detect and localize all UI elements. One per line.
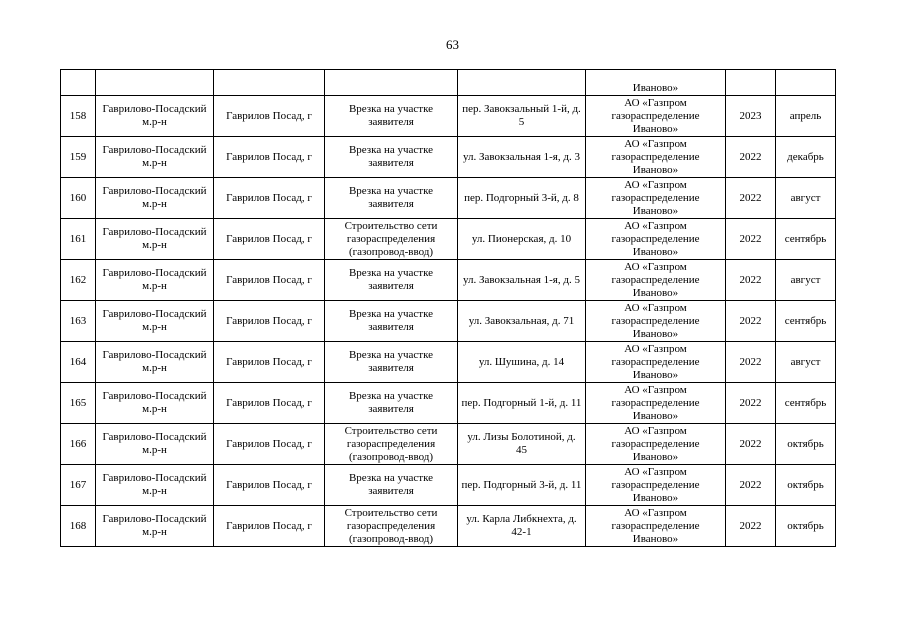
cell-num: 162 bbox=[61, 260, 96, 301]
cell-address: ул. Завокзальная 1-я, д. 3 bbox=[458, 137, 586, 178]
cell-num: 165 bbox=[61, 383, 96, 424]
cell-district: Гаврилово-Посадский м.р-н bbox=[96, 178, 214, 219]
cell-year: 2023 bbox=[726, 96, 776, 137]
cell-year: 2022 bbox=[726, 137, 776, 178]
table-row bbox=[61, 96, 836, 137]
cell-locality bbox=[214, 70, 325, 96]
table-row bbox=[61, 301, 836, 342]
cell-address: ул. Завокзальная, д. 71 bbox=[458, 301, 586, 342]
cell-year: 2022 bbox=[726, 219, 776, 260]
table-row bbox=[61, 465, 836, 506]
cell-month: август bbox=[776, 342, 836, 383]
cell-num: 161 bbox=[61, 219, 96, 260]
cell-org: Иваново» bbox=[586, 70, 726, 96]
cell-month: октябрь bbox=[776, 424, 836, 465]
cell-num bbox=[61, 70, 96, 96]
table-row bbox=[61, 383, 836, 424]
cell-district: Гаврилово-Посадский м.р-н bbox=[96, 137, 214, 178]
cell-month: декабрь bbox=[776, 137, 836, 178]
cell-month bbox=[776, 70, 836, 96]
cell-org: АО «Газпром газораспределение Иваново» bbox=[586, 342, 726, 383]
cell-district: Гаврилово-Посадский м.р-н bbox=[96, 506, 214, 547]
table-row bbox=[61, 137, 836, 178]
cell-month: сентябрь bbox=[776, 219, 836, 260]
cell-district: Гаврилово-Посадский м.р-н bbox=[96, 424, 214, 465]
cell-district: Гаврилово-Посадский м.р-н bbox=[96, 342, 214, 383]
cell-locality: Гаврилов Посад, г bbox=[214, 383, 325, 424]
cell-year: 2022 bbox=[726, 301, 776, 342]
gasification-table bbox=[60, 69, 836, 547]
cell-address: пер. Подгорный 3-й, д. 11 bbox=[458, 465, 586, 506]
cell-district: Гаврилово-Посадский м.р-н bbox=[96, 383, 214, 424]
cell-org: АО «Газпром газораспределение Иваново» bbox=[586, 137, 726, 178]
cell-locality: Гаврилов Посад, г bbox=[214, 178, 325, 219]
table-row bbox=[61, 260, 836, 301]
cell-org: АО «Газпром газораспределение Иваново» bbox=[586, 506, 726, 547]
cell-num: 163 bbox=[61, 301, 96, 342]
cell-locality: Гаврилов Посад, г bbox=[214, 301, 325, 342]
cell-year: 2022 bbox=[726, 424, 776, 465]
cell-num: 159 bbox=[61, 137, 96, 178]
cell-org: АО «Газпром газораспределение Иваново» bbox=[586, 301, 726, 342]
table-row bbox=[61, 178, 836, 219]
cell-org: АО «Газпром газораспределение Иваново» bbox=[586, 96, 726, 137]
cell-address: пер. Завокзальный 1-й, д. 5 bbox=[458, 96, 586, 137]
cell-month: август bbox=[776, 178, 836, 219]
cell-locality: Гаврилов Посад, г bbox=[214, 137, 325, 178]
cell-work: Врезка на участке заявителя bbox=[325, 96, 458, 137]
cell-district: Гаврилово-Посадский м.р-н bbox=[96, 96, 214, 137]
cell-locality: Гаврилов Посад, г bbox=[214, 260, 325, 301]
cell-district: Гаврилово-Посадский м.р-н bbox=[96, 301, 214, 342]
page-number: 63 bbox=[446, 37, 459, 52]
cell-org: АО «Газпром газораспределение Иваново» bbox=[586, 219, 726, 260]
cell-org: АО «Газпром газораспределение Иваново» bbox=[586, 465, 726, 506]
cell-work: Врезка на участке заявителя bbox=[325, 137, 458, 178]
cell-org: АО «Газпром газораспределение Иваново» bbox=[586, 260, 726, 301]
continuation-row bbox=[61, 70, 836, 96]
cell-address: пер. Подгорный 3-й, д. 8 bbox=[458, 178, 586, 219]
table-row bbox=[61, 424, 836, 465]
cell-address: ул. Пионерская, д. 10 bbox=[458, 219, 586, 260]
cell-num: 166 bbox=[61, 424, 96, 465]
table-row bbox=[61, 506, 836, 547]
table-row bbox=[61, 219, 836, 260]
cell-month: август bbox=[776, 260, 836, 301]
cell-address: ул. Шушина, д. 14 bbox=[458, 342, 586, 383]
cell-year: 2022 bbox=[726, 260, 776, 301]
cell-work: Врезка на участке заявителя bbox=[325, 178, 458, 219]
cell-district bbox=[96, 70, 214, 96]
cell-num: 164 bbox=[61, 342, 96, 383]
cell-address: ул. Завокзальная 1-я, д. 5 bbox=[458, 260, 586, 301]
cell-month: апрель bbox=[776, 96, 836, 137]
cell-num: 158 bbox=[61, 96, 96, 137]
cell-locality: Гаврилов Посад, г bbox=[214, 96, 325, 137]
cell-month: сентябрь bbox=[776, 383, 836, 424]
cell-address: ул. Лизы Болотиной, д. 45 bbox=[458, 424, 586, 465]
cell-month: октябрь bbox=[776, 465, 836, 506]
cell-work: Врезка на участке заявителя bbox=[325, 342, 458, 383]
cell-district: Гаврилово-Посадский м.р-н bbox=[96, 465, 214, 506]
cell-year bbox=[726, 70, 776, 96]
cell-locality: Гаврилов Посад, г bbox=[214, 424, 325, 465]
cell-work: Строительство сети газораспределения (газопровод-ввод) bbox=[325, 506, 458, 547]
cell-year: 2022 bbox=[726, 178, 776, 219]
cell-year: 2022 bbox=[726, 383, 776, 424]
cell-work bbox=[325, 70, 458, 96]
cell-work: Врезка на участке заявителя bbox=[325, 301, 458, 342]
cell-num: 168 bbox=[61, 506, 96, 547]
cell-org: АО «Газпром газораспределение Иваново» bbox=[586, 383, 726, 424]
cell-year: 2022 bbox=[726, 506, 776, 547]
cell-locality: Гаврилов Посад, г bbox=[214, 219, 325, 260]
cell-month: октябрь bbox=[776, 506, 836, 547]
cell-district: Гаврилово-Посадский м.р-н bbox=[96, 260, 214, 301]
cell-work: Врезка на участке заявителя bbox=[325, 383, 458, 424]
cell-work: Врезка на участке заявителя bbox=[325, 465, 458, 506]
cell-work: Врезка на участке заявителя bbox=[325, 260, 458, 301]
cell-address: пер. Подгорный 1-й, д. 11 bbox=[458, 383, 586, 424]
table-row bbox=[61, 342, 836, 383]
cell-locality: Гаврилов Посад, г bbox=[214, 506, 325, 547]
cell-locality: Гаврилов Посад, г bbox=[214, 465, 325, 506]
cell-locality: Гаврилов Посад, г bbox=[214, 342, 325, 383]
cell-org: АО «Газпром газораспределение Иваново» bbox=[586, 424, 726, 465]
cell-num: 167 bbox=[61, 465, 96, 506]
cell-district: Гаврилово-Посадский м.р-н bbox=[96, 219, 214, 260]
cell-month: сентябрь bbox=[776, 301, 836, 342]
cell-work: Строительство сети газораспределения (газопровод-ввод) bbox=[325, 219, 458, 260]
cell-num: 160 bbox=[61, 178, 96, 219]
cell-address bbox=[458, 70, 586, 96]
cell-year: 2022 bbox=[726, 342, 776, 383]
cell-year: 2022 bbox=[726, 465, 776, 506]
cell-org: АО «Газпром газораспределение Иваново» bbox=[586, 178, 726, 219]
cell-address: ул. Карла Либкнехта, д. 42-1 bbox=[458, 506, 586, 547]
cell-work: Строительство сети газораспределения (газопровод-ввод) bbox=[325, 424, 458, 465]
